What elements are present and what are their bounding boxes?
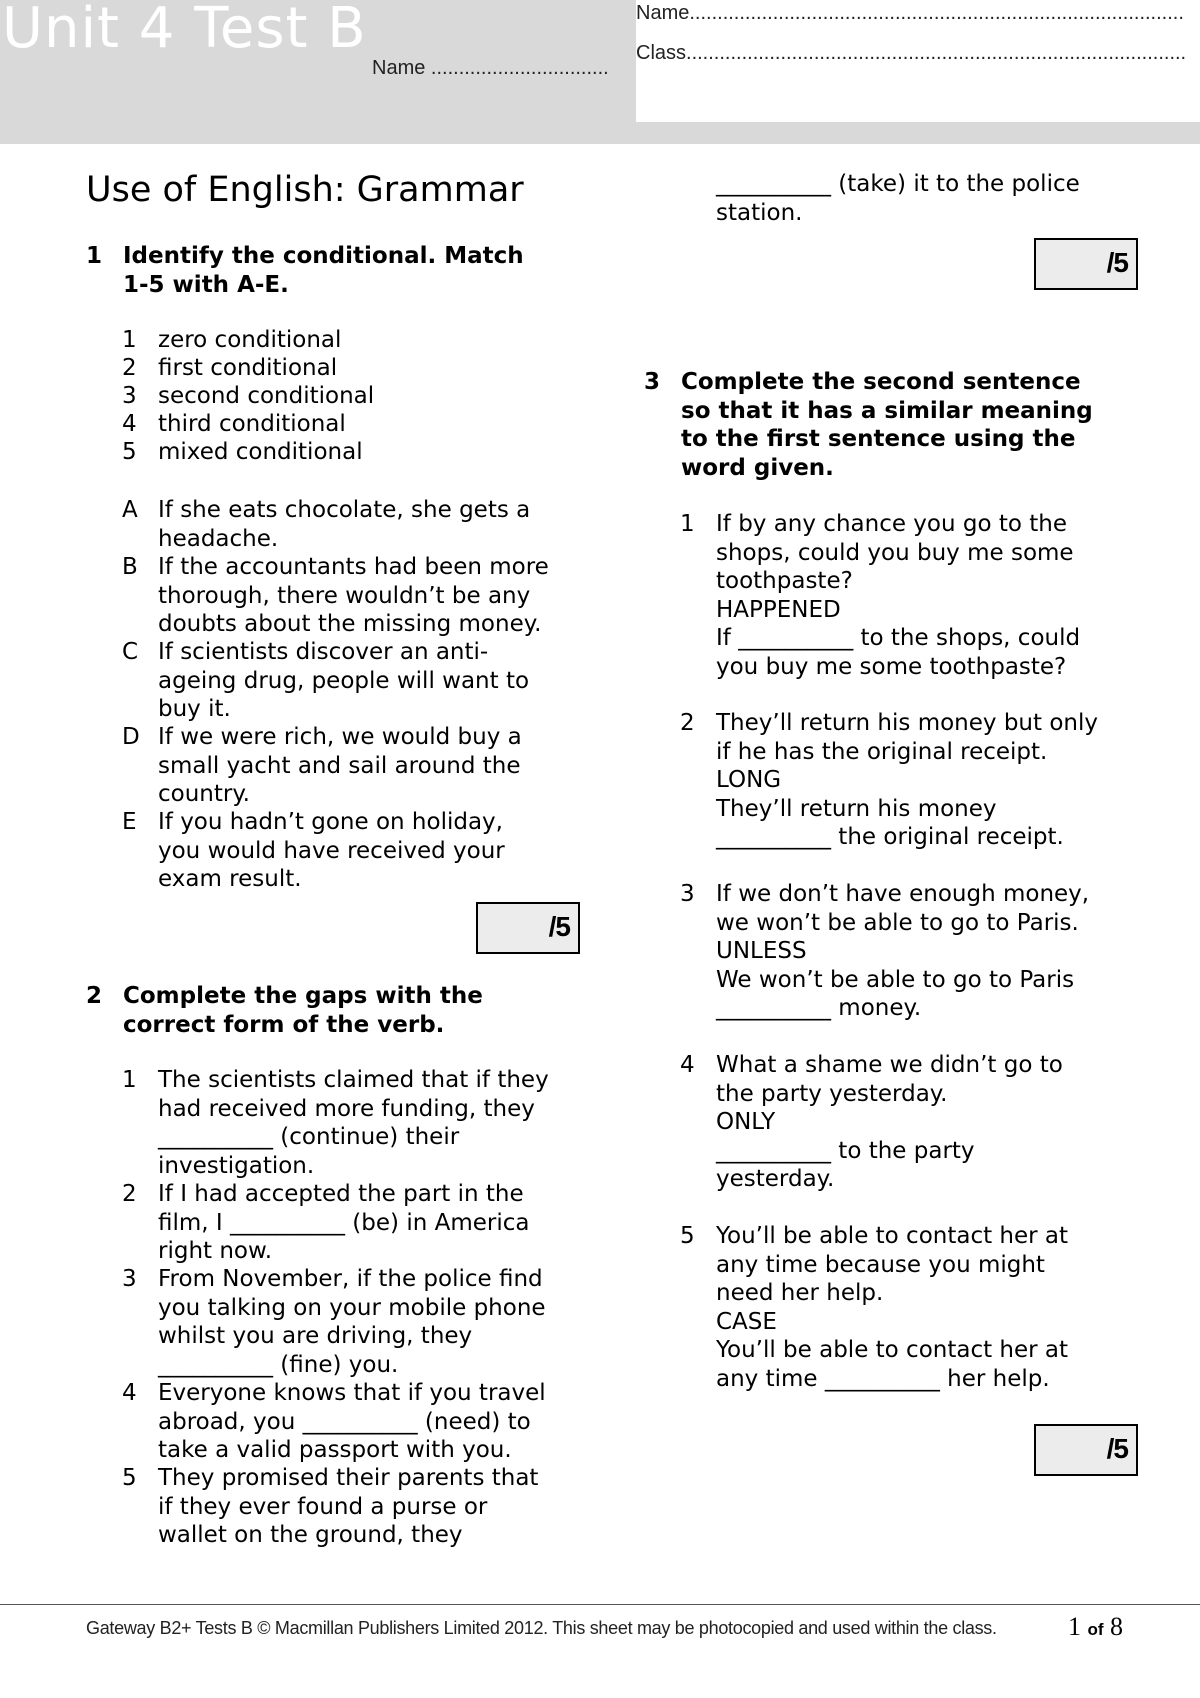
text-line: you talking on your mobile phone bbox=[158, 1294, 546, 1321]
item-letter: A bbox=[122, 497, 138, 523]
gap-line[interactable]: If __________ to the shops, could bbox=[716, 625, 1081, 651]
item-number: 2 bbox=[122, 355, 137, 381]
q1-instruction-line: 1-5 with A-E. bbox=[123, 271, 289, 298]
text-line: If by any chance you go to the bbox=[716, 511, 1068, 537]
text-line: toothpaste? bbox=[716, 568, 853, 594]
q1-instruction bbox=[123, 242, 524, 299]
q2-number: 2 bbox=[86, 983, 103, 1009]
text-line: any time because you might bbox=[716, 1251, 1045, 1278]
q3-instruction-line: so that it has a similar meaning bbox=[681, 397, 1093, 424]
text-line: exam result. bbox=[158, 866, 302, 892]
item-number: 3 bbox=[122, 1266, 137, 1292]
key-word: UNLESS bbox=[716, 938, 807, 964]
text-line: From November, if the police find bbox=[158, 1266, 543, 1292]
text-line: They’ll return his money bbox=[716, 795, 997, 822]
q2-continuation bbox=[716, 170, 1136, 227]
unit-title: Unit 4 Test B bbox=[2, 0, 367, 61]
banner-name-label: Name ................................ bbox=[372, 57, 609, 79]
q2-score-box[interactable] bbox=[1034, 238, 1138, 290]
text-line: They’ll return his money but only bbox=[716, 710, 1098, 736]
item-text: mixed conditional bbox=[158, 439, 363, 465]
text-line: Everyone knows that if you travel bbox=[158, 1380, 546, 1406]
text-line: ageing drug, people will want to bbox=[158, 667, 530, 694]
gap-line[interactable]: __________ to the party bbox=[716, 1137, 975, 1164]
q2-instruction-line: correct form of the verb. bbox=[123, 1011, 445, 1038]
text-line: we won’t be able to go to Paris. bbox=[716, 909, 1079, 936]
item-letter: D bbox=[122, 724, 140, 750]
item-number: 5 bbox=[122, 439, 137, 465]
text-line: small yacht and sail around the bbox=[158, 752, 521, 779]
text-line: What a shame we didn’t go to bbox=[716, 1052, 1063, 1078]
item-number: 1 bbox=[122, 327, 137, 353]
item-number: 3 bbox=[680, 881, 695, 907]
text-line: doubts about the missing money. bbox=[158, 611, 542, 637]
footer-copyright: Gateway B2+ Tests B © Macmillan Publishers Limited 2012. This sheet may be photocopied and used within the class. bbox=[86, 1618, 997, 1638]
q3-instruction-line: Complete the second sentence bbox=[681, 369, 1081, 395]
text-line: They promised their parents that bbox=[158, 1465, 539, 1491]
text-line: If scientists discover an anti- bbox=[158, 639, 489, 665]
text-line: shops, could you buy me some bbox=[716, 539, 1074, 566]
page-total: 8 bbox=[1110, 1612, 1124, 1641]
q1-instruction-line: Identify the conditional. Match bbox=[123, 243, 524, 269]
text-line: If you hadn’t gone on holiday, bbox=[158, 809, 503, 835]
item-number: 4 bbox=[122, 1380, 137, 1406]
text-line: buy it. bbox=[158, 696, 231, 722]
text-line: if he has the original receipt. bbox=[716, 738, 1048, 765]
gap-line[interactable]: __________ (fine) you. bbox=[158, 1351, 399, 1378]
text-line: You’ll be able to contact her at bbox=[716, 1337, 1069, 1363]
text-line: country. bbox=[158, 781, 250, 807]
text-line: If the accountants had been more bbox=[158, 554, 549, 580]
text-line: right now. bbox=[158, 1238, 273, 1264]
text-line: If I had accepted the part in the bbox=[158, 1181, 524, 1207]
text-line: whilst you are driving, they bbox=[158, 1323, 473, 1349]
text-line: The scientists claimed that if they bbox=[158, 1067, 549, 1093]
gap-line[interactable]: __________ money. bbox=[716, 995, 922, 1021]
gap-line[interactable]: __________ the original receipt. bbox=[716, 824, 1064, 850]
score-total: /5 bbox=[548, 911, 570, 942]
header-banner bbox=[0, 0, 1200, 144]
key-word: HAPPENED bbox=[716, 596, 841, 623]
item-number: 1 bbox=[680, 511, 695, 537]
gap-line[interactable]: __________ (take) it to the police bbox=[716, 171, 1080, 197]
key-word: CASE bbox=[716, 1308, 777, 1335]
text-line: investigation. bbox=[158, 1152, 315, 1179]
item-number: 5 bbox=[680, 1223, 695, 1249]
text-line: If we don’t have enough money, bbox=[716, 881, 1090, 907]
text-line: you would have received your bbox=[158, 837, 505, 864]
item-letter: E bbox=[122, 809, 137, 835]
gap-line[interactable]: film, I __________ (be) in America bbox=[158, 1209, 530, 1236]
section-title: Use of English: Grammar bbox=[86, 170, 524, 210]
q2-instruction-line: Complete the gaps with the bbox=[123, 983, 483, 1009]
item-number: 2 bbox=[122, 1181, 137, 1207]
text-line: We won’t be able to go to Paris bbox=[716, 966, 1075, 993]
item-letter: C bbox=[122, 639, 139, 665]
q3-instruction-line: word given. bbox=[681, 454, 834, 481]
text-line: station. bbox=[716, 199, 803, 226]
q1-score-box[interactable] bbox=[476, 902, 580, 954]
gap-line[interactable]: __________ (continue) their bbox=[158, 1124, 460, 1150]
text-line: If we were rich, we would buy a bbox=[158, 724, 522, 750]
gap-line[interactable]: abroad, you __________ (need) to bbox=[158, 1408, 531, 1435]
text-line: thorough, there wouldn’t be any bbox=[158, 582, 531, 609]
class-field[interactable]: Class.......................................................................................... bbox=[636, 42, 1187, 64]
item-number: 1 bbox=[122, 1067, 137, 1093]
text-line: wallet on the ground, they bbox=[158, 1522, 463, 1548]
key-word: LONG bbox=[716, 767, 782, 793]
item-number: 2 bbox=[680, 710, 695, 736]
page-of: of bbox=[1087, 1620, 1104, 1639]
page-current: 1 bbox=[1068, 1612, 1081, 1641]
page-number bbox=[1068, 1612, 1123, 1642]
item-text: zero conditional bbox=[158, 327, 342, 353]
item-number: 3 bbox=[122, 383, 137, 409]
text-line: yesterday. bbox=[716, 1166, 835, 1192]
item-letter: B bbox=[122, 554, 138, 580]
text-line: you buy me some toothpaste? bbox=[716, 653, 1067, 680]
text-line: take a valid passport with you. bbox=[158, 1437, 512, 1463]
q2-instruction bbox=[123, 982, 483, 1039]
text-line: headache. bbox=[158, 525, 279, 552]
item-text: first conditional bbox=[158, 355, 338, 381]
q3-number: 3 bbox=[644, 369, 661, 395]
text-line: need her help. bbox=[716, 1280, 884, 1306]
text-line: had received more funding, they bbox=[158, 1095, 535, 1122]
name-class-box bbox=[636, 0, 1200, 122]
q3-instruction bbox=[681, 368, 1093, 482]
text-line: You’ll be able to contact her at bbox=[716, 1223, 1069, 1249]
item-text: second conditional bbox=[158, 383, 375, 409]
item-text: third conditional bbox=[158, 411, 346, 437]
q1-number: 1 bbox=[86, 243, 103, 269]
name-field[interactable]: Name......................................................................................... bbox=[636, 2, 1184, 24]
key-word: ONLY bbox=[716, 1109, 776, 1135]
item-number: 5 bbox=[122, 1465, 137, 1491]
text-line: if they ever found a purse or bbox=[158, 1493, 488, 1520]
q3-score-box[interactable] bbox=[1034, 1424, 1138, 1476]
score-total: /5 bbox=[1106, 247, 1128, 278]
item-number: 4 bbox=[680, 1052, 695, 1078]
gap-line[interactable]: any time __________ her help. bbox=[716, 1365, 1050, 1392]
text-line: the party yesterday. bbox=[716, 1080, 948, 1107]
score-total: /5 bbox=[1106, 1433, 1128, 1464]
text-line: If she eats chocolate, she gets a bbox=[158, 497, 531, 523]
item-number: 4 bbox=[122, 411, 137, 437]
footer-divider bbox=[0, 1604, 1200, 1605]
q3-instruction-line: to the first sentence using the bbox=[681, 426, 1076, 452]
